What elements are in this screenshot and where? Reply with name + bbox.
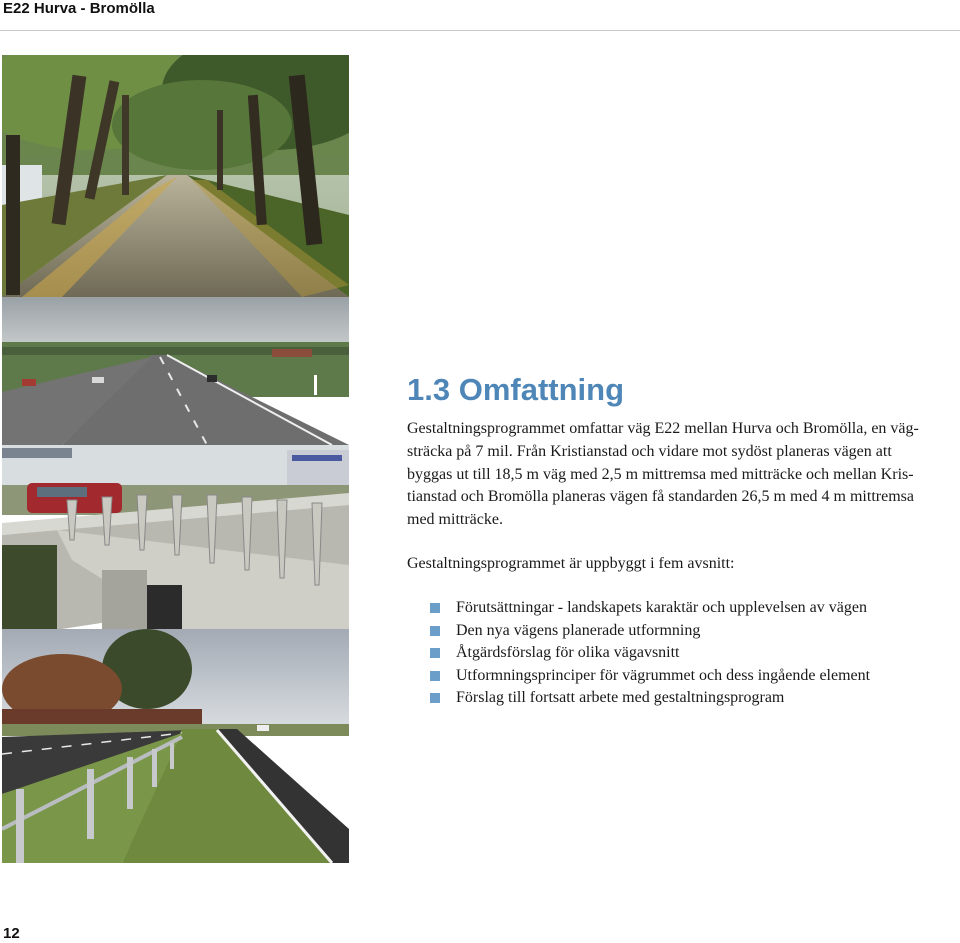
body-line: tianstad och Bromölla planeras vägen få standarden 26,5 m med 4 m mittremsa [407, 488, 914, 506]
bullet-square-icon [430, 648, 440, 658]
body-line: byggas ut till 18,5 m väg med 2,5 m mittremsa med mitträcke och mellan Kris- [407, 465, 914, 483]
body-line: Gestaltningsprogrammet omfattar väg E22 mellan Hurva och Bromölla, en väg- [407, 420, 919, 437]
bullet-square-icon [430, 626, 440, 636]
road-bridge-guardrail-photo [2, 445, 349, 629]
body-line: sträcka på 7 mil. Från Kristianstad och vidare mot sydöst planeras vägen att [407, 442, 892, 460]
bullet-intro: Gestaltningsprogrammet är uppbyggt i fem avsnitt: [407, 555, 735, 572]
section-body [407, 418, 959, 532]
list-item: Åtgärdsförslag för olika vägavsnitt [430, 642, 870, 665]
rural-highway-photo [2, 297, 349, 445]
body-line: med mitträcke. [407, 511, 503, 529]
tree-lined-road-photo [2, 55, 349, 297]
list-item: Utformningsprinciper för vägrummet och dess ingående element [430, 665, 870, 688]
section-bullet-list [430, 597, 870, 710]
list-item: Den nya vägens planerade utformning [430, 620, 870, 643]
section-title: 1.3 Omfattning [407, 372, 625, 407]
bullet-square-icon [430, 603, 440, 613]
bullet-square-icon [430, 671, 440, 681]
header-divider [0, 30, 960, 31]
running-header: E22 Hurva - Bromölla [3, 0, 155, 17]
divided-highway-photo [2, 629, 349, 863]
list-item: Förutsättningar - landskapets karaktär och upplevelsen av vägen [430, 597, 870, 620]
list-item: Förslag till fortsatt arbete med gestaltningsprogram [430, 687, 870, 710]
page-number: 12 [3, 925, 20, 942]
bullet-square-icon [430, 693, 440, 703]
